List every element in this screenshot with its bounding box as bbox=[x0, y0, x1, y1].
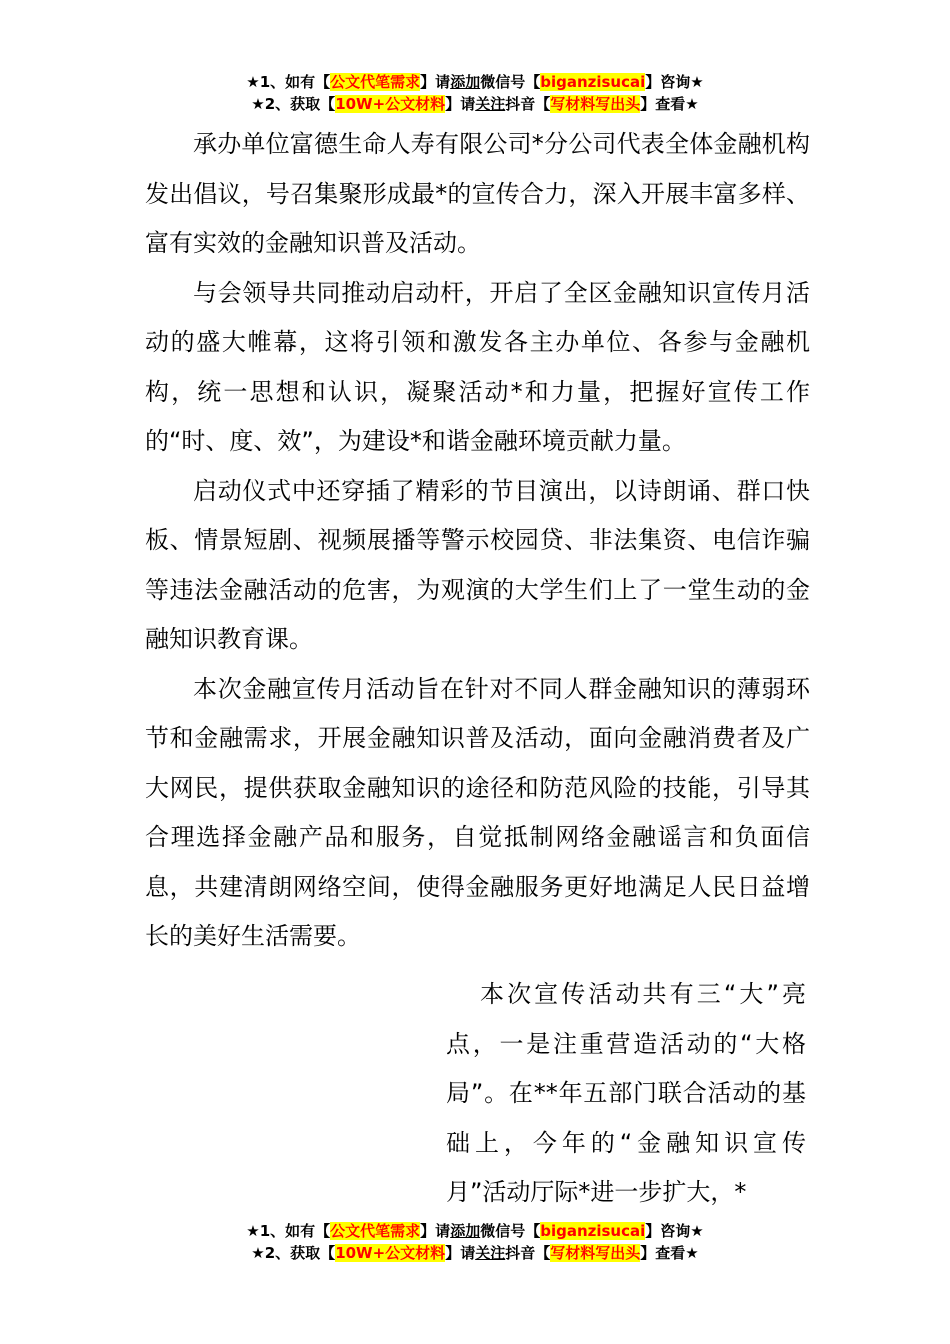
promo-text: 】请 bbox=[420, 73, 451, 91]
promo-text: 微信号【 bbox=[480, 1222, 541, 1240]
promo-text: ★1、如有【 bbox=[246, 1222, 331, 1240]
promo-text: ★2、获取【 bbox=[251, 1244, 336, 1262]
promo-douyin-id: 写材料写出头 bbox=[550, 95, 641, 113]
promo-text: 】查看★ bbox=[640, 1244, 699, 1262]
promo-text: 】请 bbox=[445, 95, 476, 113]
promo-wechat-id: biganzisucai bbox=[540, 1222, 646, 1240]
paragraph: 本次金融宣传月活动旨在针对不同人群金融知识的薄弱环节和金融需求，开展金融知识普及活动，面向金融消费者及广大网民，提供获取金融知识的途径和防范风险的技能，引导其合理选择金融产品和服务，自觉抵制网络金融谣言和负面信息，共建清朗网络空间，使得金融服务更好地满足人民日益增长的美好生活需要。 bbox=[145, 674, 810, 950]
paragraph: 承办单位富德生命人寿有限公司*分公司代表全体金融机构发出倡议，号召集聚形成最*的宣传合力，深入开展丰富多样、富有实效的金融知识普及活动。 bbox=[145, 130, 810, 257]
narrow-paragraph-block bbox=[446, 970, 806, 1218]
promo-text: 微信号【 bbox=[480, 73, 541, 91]
promo-line-1 bbox=[0, 1220, 950, 1242]
promo-line-2 bbox=[0, 93, 950, 115]
promo-text: 】查看★ bbox=[640, 95, 699, 113]
promo-underline: 关注 bbox=[475, 1244, 506, 1262]
footer-promo-banner bbox=[0, 1220, 950, 1264]
promo-highlight: 10W+公文材料 bbox=[335, 95, 446, 113]
promo-highlight: 公文代笔需求 bbox=[330, 1222, 421, 1240]
promo-text: 】咨询★ bbox=[645, 73, 704, 91]
document-body bbox=[145, 120, 810, 962]
promo-text: ★1、如有【 bbox=[246, 73, 331, 91]
promo-underline: 关注 bbox=[475, 95, 506, 113]
promo-highlight: 公文代笔需求 bbox=[330, 73, 421, 91]
promo-wechat-id: biganzisucai bbox=[540, 73, 646, 91]
promo-text: ★2、获取【 bbox=[251, 95, 336, 113]
promo-underline: 添加 bbox=[450, 1222, 481, 1240]
paragraph: 本次宣传活动共有三“大”亮点，一是注重营造活动的“大格局”。在**年五部门联合活动的基础上，今年的“金融知识宣传月”活动厅际*进一步扩大，* bbox=[446, 980, 806, 1206]
promo-text: 抖音【 bbox=[505, 95, 551, 113]
promo-douyin-id: 写材料写出头 bbox=[550, 1244, 641, 1262]
promo-line-2 bbox=[0, 1242, 950, 1264]
paragraph: 与会领导共同推动启动杆，开启了全区金融知识宣传月活动的盛大帷幕，这将引领和激发各主办单位、各参与金融机构，统一思想和认识，凝聚活动*和力量，把握好宣传工作的“时、度、效”，为建设*和谐金融环境贡献力量。 bbox=[145, 278, 810, 455]
promo-text: 】请 bbox=[445, 1244, 476, 1262]
promo-text: 】咨询★ bbox=[645, 1222, 704, 1240]
promo-line-1 bbox=[0, 71, 950, 93]
paragraph: 启动仪式中还穿插了精彩的节目演出，以诗朗诵、群口快板、情景短剧、视频展播等警示校园贷、非法集资、电信诈骗等违法金融活动的危害，为观演的大学生们上了一堂生动的金融知识教育课。 bbox=[145, 476, 810, 653]
promo-highlight: 10W+公文材料 bbox=[335, 1244, 446, 1262]
promo-text: 抖音【 bbox=[505, 1244, 551, 1262]
promo-text: 】请 bbox=[420, 1222, 451, 1240]
promo-underline: 添加 bbox=[450, 73, 481, 91]
header-promo-banner bbox=[0, 71, 950, 115]
